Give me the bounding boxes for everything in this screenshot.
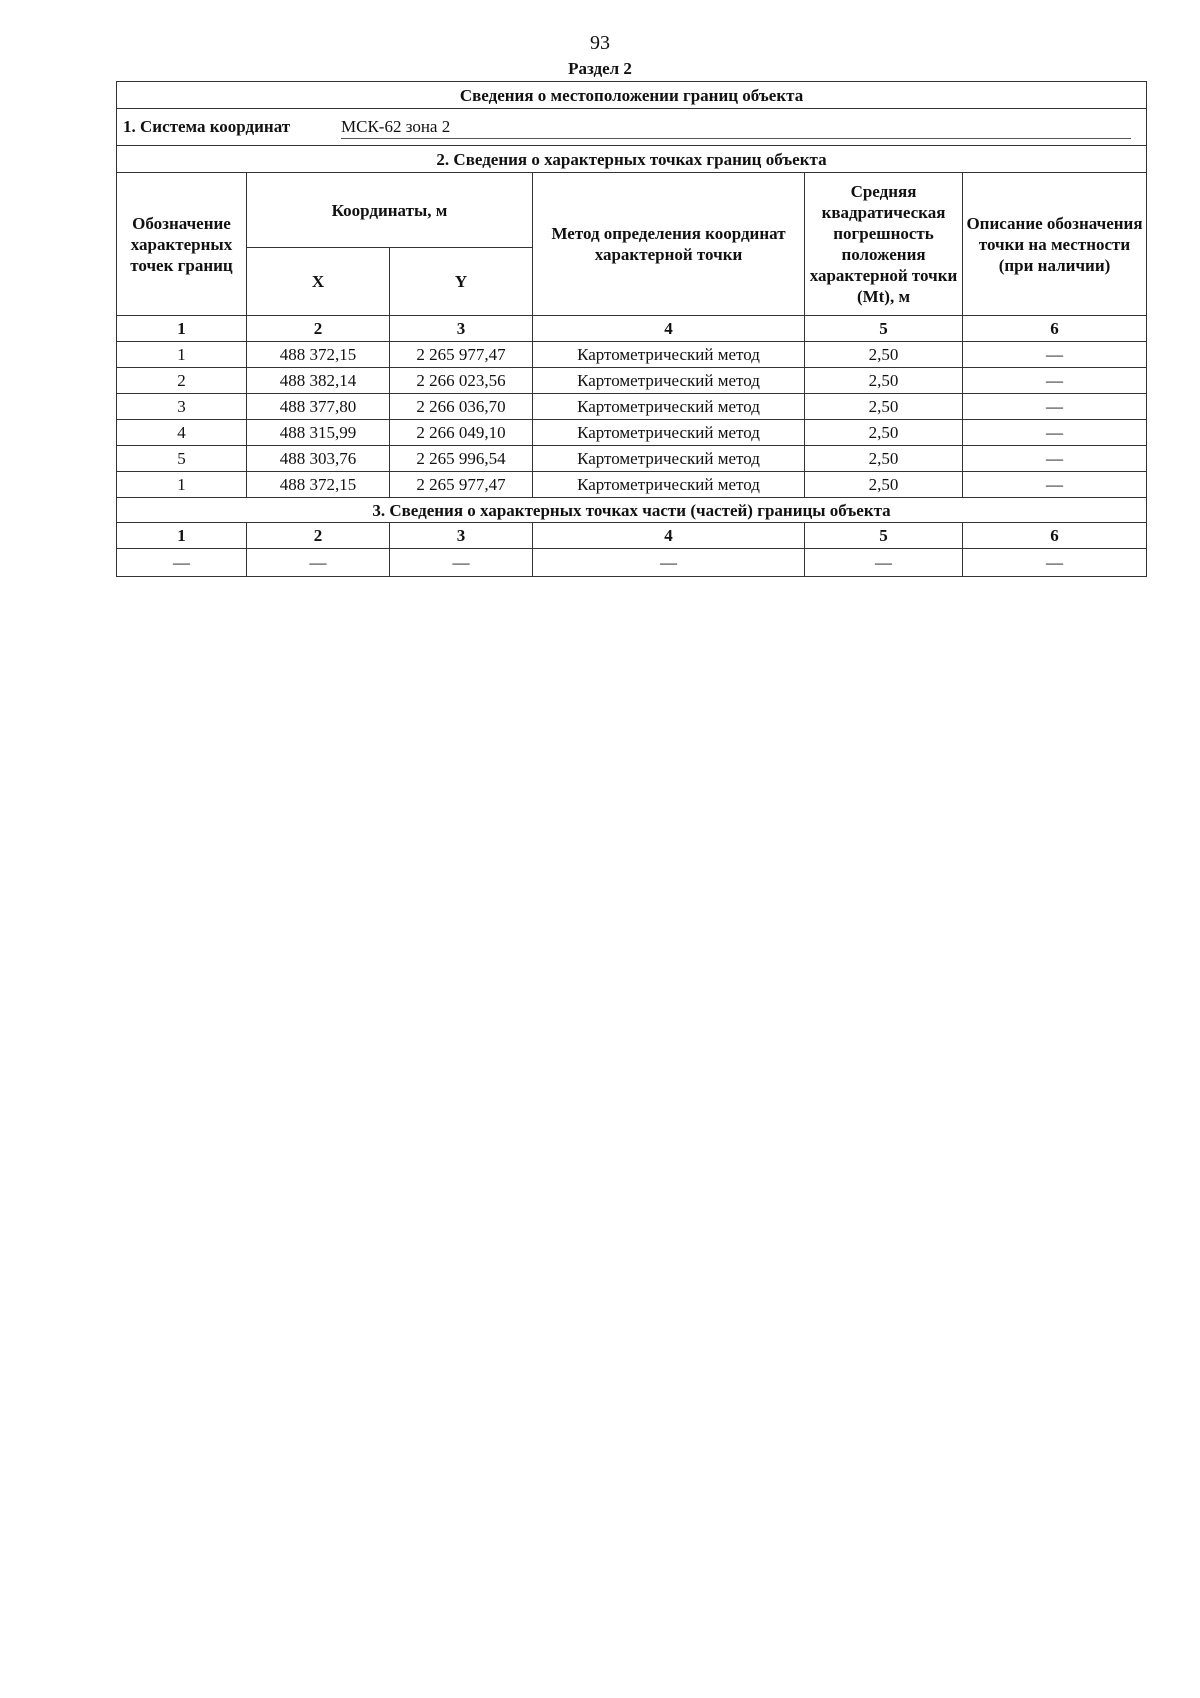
table-row (117, 368, 1147, 394)
column-numbers-row (117, 316, 1147, 342)
column-number: 4 (533, 316, 805, 342)
coordinate-system-cell (117, 109, 1147, 146)
cell-point: 5 (117, 446, 247, 472)
part-table-row (117, 549, 1147, 577)
subsection2-row (117, 146, 1147, 173)
cell-x: 488 303,76 (247, 446, 390, 472)
cell-x: 488 372,15 (247, 472, 390, 498)
cell-y: 2 265 996,54 (390, 446, 533, 472)
subsection3-row (117, 498, 1147, 523)
cell-y: 2 265 977,47 (390, 342, 533, 368)
cell-method: Картометрический метод (533, 472, 805, 498)
subsection3-title: 3. Сведения о характерных точках части (частей) границы объекта (117, 498, 1147, 523)
column-number: 1 (117, 523, 247, 549)
cell-method: Картометрический метод (533, 368, 805, 394)
cell-x: 488 315,99 (247, 420, 390, 446)
cell-y: 2 266 036,70 (390, 394, 533, 420)
header-point-designation: Обозначение характерных точек границ (117, 173, 247, 316)
cell-error: 2,50 (805, 394, 963, 420)
cell-y: 2 266 023,56 (390, 368, 533, 394)
table-title-row (117, 82, 1147, 109)
header-row-1 (117, 173, 1147, 248)
page-number: 93 (590, 32, 610, 54)
column-number: 5 (805, 523, 963, 549)
cell-error: 2,50 (805, 446, 963, 472)
cell-description: — (963, 472, 1147, 498)
cell-point: 2 (117, 368, 247, 394)
cell-description: — (963, 368, 1147, 394)
table-row (117, 472, 1147, 498)
cell-description: — (963, 394, 1147, 420)
part-cell: — (805, 549, 963, 577)
column-number: 3 (390, 523, 533, 549)
part-cell: — (247, 549, 390, 577)
column-number: 6 (963, 523, 1147, 549)
column-number: 2 (247, 316, 390, 342)
coordinate-system-row (117, 109, 1147, 146)
part-cell: — (117, 549, 247, 577)
cell-x: 488 382,14 (247, 368, 390, 394)
column-number: 2 (247, 523, 390, 549)
cell-point: 1 (117, 342, 247, 368)
column-number: 1 (117, 316, 247, 342)
part-cell: — (533, 549, 805, 577)
column-number: 6 (963, 316, 1147, 342)
header-x: X (247, 248, 390, 316)
coordinate-system-value: МСК-62 зона 2 (341, 116, 1131, 139)
cell-method: Картометрический метод (533, 342, 805, 368)
cell-method: Картометрический метод (533, 394, 805, 420)
cell-description: — (963, 342, 1147, 368)
table-title: Сведения о местоположении границ объекта (117, 82, 1147, 109)
column-number: 5 (805, 316, 963, 342)
cell-point: 4 (117, 420, 247, 446)
cell-error: 2,50 (805, 472, 963, 498)
column-numbers-row-3 (117, 523, 1147, 549)
header-description: Описание обозначения точки на местности (при наличии) (963, 173, 1147, 316)
cell-method: Картометрический метод (533, 446, 805, 472)
header-method: Метод определения координат характерной точки (533, 173, 805, 316)
boundary-table (116, 81, 1147, 577)
column-number: 3 (390, 316, 533, 342)
table-row (117, 446, 1147, 472)
column-number: 4 (533, 523, 805, 549)
cell-error: 2,50 (805, 342, 963, 368)
coordinate-system-label: 1. Система координат (123, 116, 291, 136)
cell-description: — (963, 420, 1147, 446)
header-error: Средняя квадратическая погрешность положения характерной точки (Mt), м (805, 173, 963, 316)
table-row (117, 420, 1147, 446)
header-y: Y (390, 248, 533, 316)
cell-y: 2 266 049,10 (390, 420, 533, 446)
cell-error: 2,50 (805, 368, 963, 394)
cell-y: 2 265 977,47 (390, 472, 533, 498)
cell-point: 3 (117, 394, 247, 420)
subsection2-title: 2. Сведения о характерных точках границ объекта (117, 146, 1147, 173)
table-row (117, 394, 1147, 420)
cell-method: Картометрический метод (533, 420, 805, 446)
cell-x: 488 372,15 (247, 342, 390, 368)
cell-description: — (963, 446, 1147, 472)
table-row (117, 342, 1147, 368)
part-cell: — (390, 549, 533, 577)
cell-error: 2,50 (805, 420, 963, 446)
part-cell: — (963, 549, 1147, 577)
cell-x: 488 377,80 (247, 394, 390, 420)
cell-point: 1 (117, 472, 247, 498)
header-coordinates: Координаты, м (247, 173, 533, 248)
section-title: Раздел 2 (568, 59, 632, 78)
